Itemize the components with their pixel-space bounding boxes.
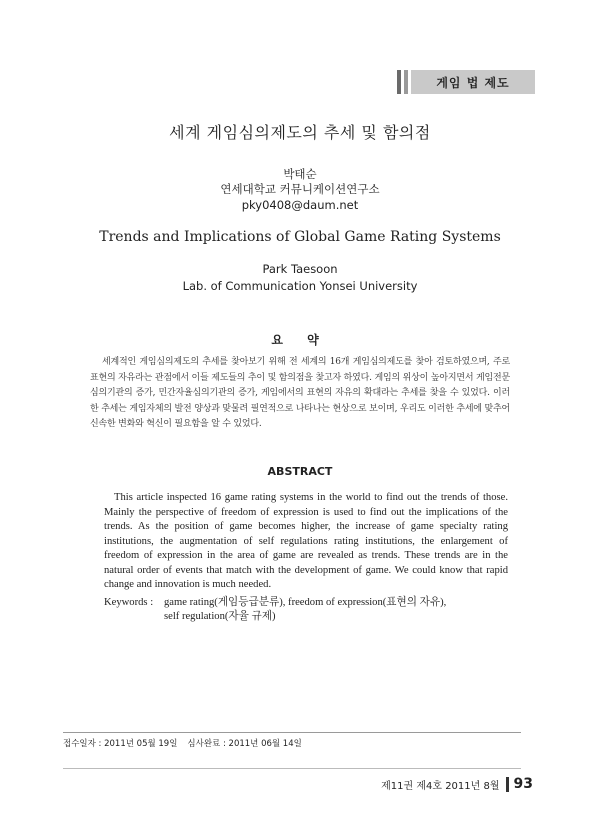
review-completed-date: 심사완료 : 2011년 06월 14일 [187,739,302,749]
submission-dates [63,737,302,749]
section-tag [397,70,535,94]
section-tag-label: 게임 법 제도 [411,70,535,94]
keywords-line-1: game rating(게임등급분류), freedom of expression(표현의 자유), [164,597,447,608]
received-date: 접수일자 : 2011년 05월 19일 [63,739,178,749]
section-tag-bar [397,70,401,94]
footer-separator [506,777,509,792]
keywords [104,596,446,624]
author-affiliation-en: Lab. of Communication Yonsei University [182,279,418,293]
footer-rule-top [63,732,521,733]
footer-rule-bottom [63,768,521,769]
keywords-label: Keywords : [104,597,154,608]
summary-text: 세계적인 게임심의제도의 추세를 찾아보기 위해 전 세계의 16개 게임심의제도를 찾아 검토하였으며, 주로 표현의 자유라는 관점에서 이들 제도들의 추이 및 함의점을 찾고자 하였다. 게임의 위상이 높아지면서 게임전문심의기관의 증가, 민간자율심의기관의 증가, 게임에서의 표현의 자유의 확대라는 추세를 찾을 수 있었다. 이러한 추세는 게임자체의 발전 양상과 맞물려 필연적으로 나타나는 현상으로 보이며, 우리도 이러한 추세에 맞추어 신속한 변화와 혁신이 필요함을 알 수 있었다. [90,357,510,430]
author-name-en: Park Taesoon [262,262,338,276]
author-affiliation-ko: 연세대학교 커뮤니케이션연구소 [220,182,380,196]
abstract-heading: ABSTRACT [267,465,333,478]
abstract-text: This article inspected 16 game rating systems in the world to find out the trends of those. Mainly the perspective of freedom of expression is used to find out the implications of the trends. As the position of game becomes higher, the increase of game specialty rating institutions, the augmentation of self regulations rating institutions, the enlargement of freedom of expression in the area of game are revealed as trends. These trends are in the natural order of events that match with the development of game. We could know that rapid change and innovation is much needed. [104,492,508,590]
author-name-ko: 박태순 [283,167,317,181]
summary-heading: 요 약 [271,333,329,347]
korean-title: 세계 게임심의제도의 추세 및 함의점 [169,123,431,142]
journal-footer [381,776,533,792]
page-number: 93 [513,776,533,792]
english-title: Trends and Implications of Global Game Rating Systems [99,229,501,245]
journal-issue: 제11권 제4호 2011년 8월 [381,780,500,792]
section-tag-bar [404,70,408,94]
author-email: pky0408@daum.net [241,198,359,212]
keywords-line-2: self regulation(자율 규제) [164,611,276,622]
